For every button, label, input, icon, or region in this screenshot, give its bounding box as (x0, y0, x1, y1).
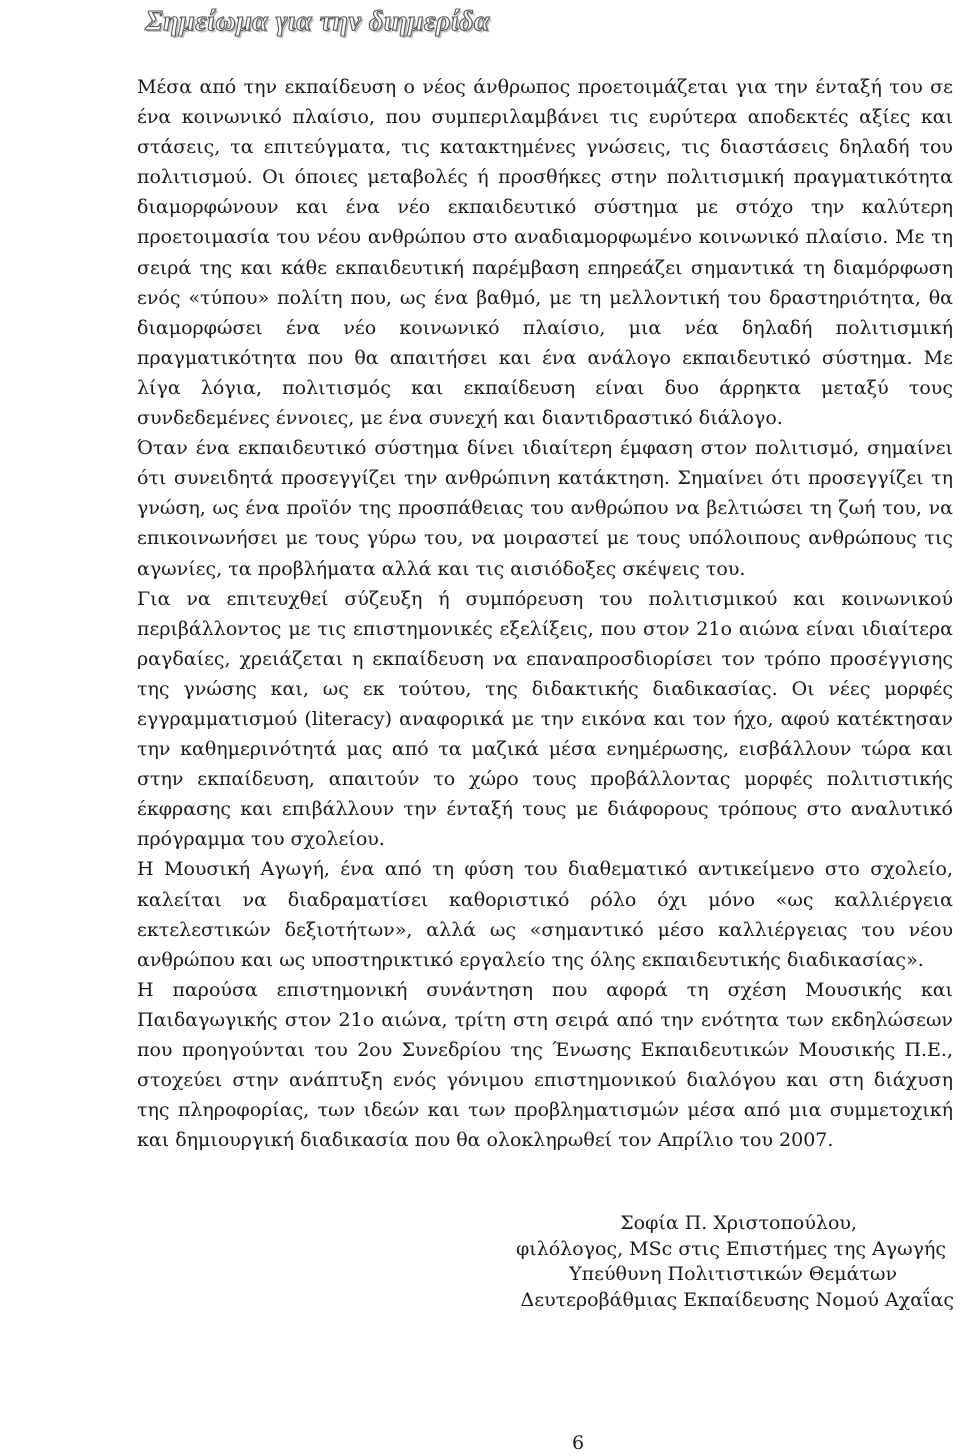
document-body (137, 72, 953, 1155)
paragraph: Για να επιτευχθεί σύζευξη ή συμπόρευση του πολιτισμικού και κοινωνικού περιβάλλοντος με τις επιστημονικές εξελίξεις, που στον 21ο αιώνα είναι ιδιαίτερα ραγδαίες, χρειάζεται η εκπαίδευση να επαναπροσδιορίσει τον τρόπο προσέγγισης της γνώσης και, ως εκ τούτου, της διδακτικής διαδικασίας. Οι νέες μορφές εγγραμματισμού (literacy) αναφορικά με την εικόνα και τον ήχο, αφού κατέκτησαν την καθημερινότητά μας από τα μαζικά μέσα ενημέρωσης, εισβάλλουν τώρα και στην εκπαίδευση, απαιτούν το χώρο τους προβάλλοντας μορφές πολιτιστικής έκφρασης και επιβάλλουν την ένταξή τους με διάφορους τρόπους στο αναλυτικό πρόγραμμα του σχολείου. (137, 587, 953, 851)
signature-name: Σοφία Π. Χριστοπούλου, (620, 1212, 857, 1234)
paragraph: Η Μουσική Αγωγή, ένα από τη φύση του διαθεματικό αντικείμενο στο σχολείο, καλείται να διαδραματίσει καθοριστικό ρόλο όχι μόνο «ως καλλιέργεια εκτελεστικών δεξιοτήτων», αλλά ως «σημαντικό μέσο καλλιέργειας του νέου ανθρώπου και ως υποστηρικτικό εργαλείο της όλης εκπαιδευτικής διαδικασίας». (137, 858, 953, 971)
paragraph: Όταν ένα εκπαιδευτικό σύστημα δίνει ιδιαίτερη έμφαση στον πολιτισμό, σημαίνει ότι συνειδητά προσεγγίζει την ανθρώπινη κατάκτηση. Σημαίνει ότι προσεγγίζει τη γνώση, ως ένα προϊόν της προσπάθειας του ανθρώπου να βελτιώσει τη ζωή του, να επικοινωνήσει με τους γύρω του, να μοιραστεί με τους υπόλοιπους ανθρώπους τις αγωνίες, τα προβλήματα αλλά και τις αισιόδοξες σκέψεις του. (137, 437, 953, 580)
page-header-title: Σημείωμα για την διημερίδα (145, 6, 490, 37)
paragraph: Η παρούσα επιστημονική συνάντηση που αφορά τη σχέση Μουσικής και Παιδαγωγικής στον 21ο αιώνα, τρίτη στη σειρά από την ενότητα των εκδηλώσεων που προηγούνται του 2ου Συνεδρίου της Ένωσης Εκπαιδευτικών Μουσικής Π.Ε., στοχεύει στην ανάπτυξη ενός γόνιμου επιστημονικού διαλόγου και στη διάχυση της πληροφορίας, των ιδεών και των προβληματισμών μέσα από μια συμμετοχική και δημιουργική διαδικασία που θα ολοκληρωθεί τον Απρίλιο του 2007. (137, 978, 953, 1152)
paragraph: Μέσα από την εκπαίδευση ο νέος άνθρωπος προετοιμάζεται για την ένταξή του σε ένα κοινωνικό πλαίσιο, που συμπεριλαμβάνει τις ευρύτερα αποδεκτές αξίες και στάσεις, τα επιτεύγματα, τις κατακτημένες γνώσεις, τις διαστάσεις δηλαδή του πολιτισμού. Οι όποιες μεταβολές ή προσθήκες στην πολιτισμική πραγματικότητα διαμορφώνουν και ένα νέο εκπαιδευτικό σύστημα με στόχο την καλύτερη προετοιμασία του νέου ανθρώπου στο αναδιαμορφωμένο κοινωνικό πλαίσιο. Με τη σειρά της και κάθε εκπαιδευτική παρέμβαση επηρεάζει σημαντικά τη διαμόρφωση ενός «τύπου» πολίτη που, ως ένα βαθμό, με τη μελλοντική του δραστηριότητα, θα διαμορφώσει ένα νέο κοινωνικό πλαίσιο, μια νέα δηλαδή πολιτισμική πραγματικότητα που θα απαιτήσει και ένα ανάλογο εκπαιδευτικό σύστημα. Με λίγα λόγια, πολιτισμός και εκπαίδευση είναι δυο άρρηκτα μεταξύ τους συνδεδεμένες έννοιες, με ένα συνεχή και διαντιδραστικό διάλογο. (137, 76, 953, 430)
signature-department: Δευτεροβάθμιας Εκπαίδευσης Νομού Αχαΐας (520, 1288, 954, 1311)
signature-role: φιλόλογος, MSc στις Επιστήμες της Αγωγής (515, 1237, 946, 1260)
signature-block (394, 1211, 954, 1313)
signature-position: Υπεύθυνη Πολιτιστικών Θεμάτων (569, 1263, 897, 1285)
page-number: 6 (572, 1432, 585, 1454)
